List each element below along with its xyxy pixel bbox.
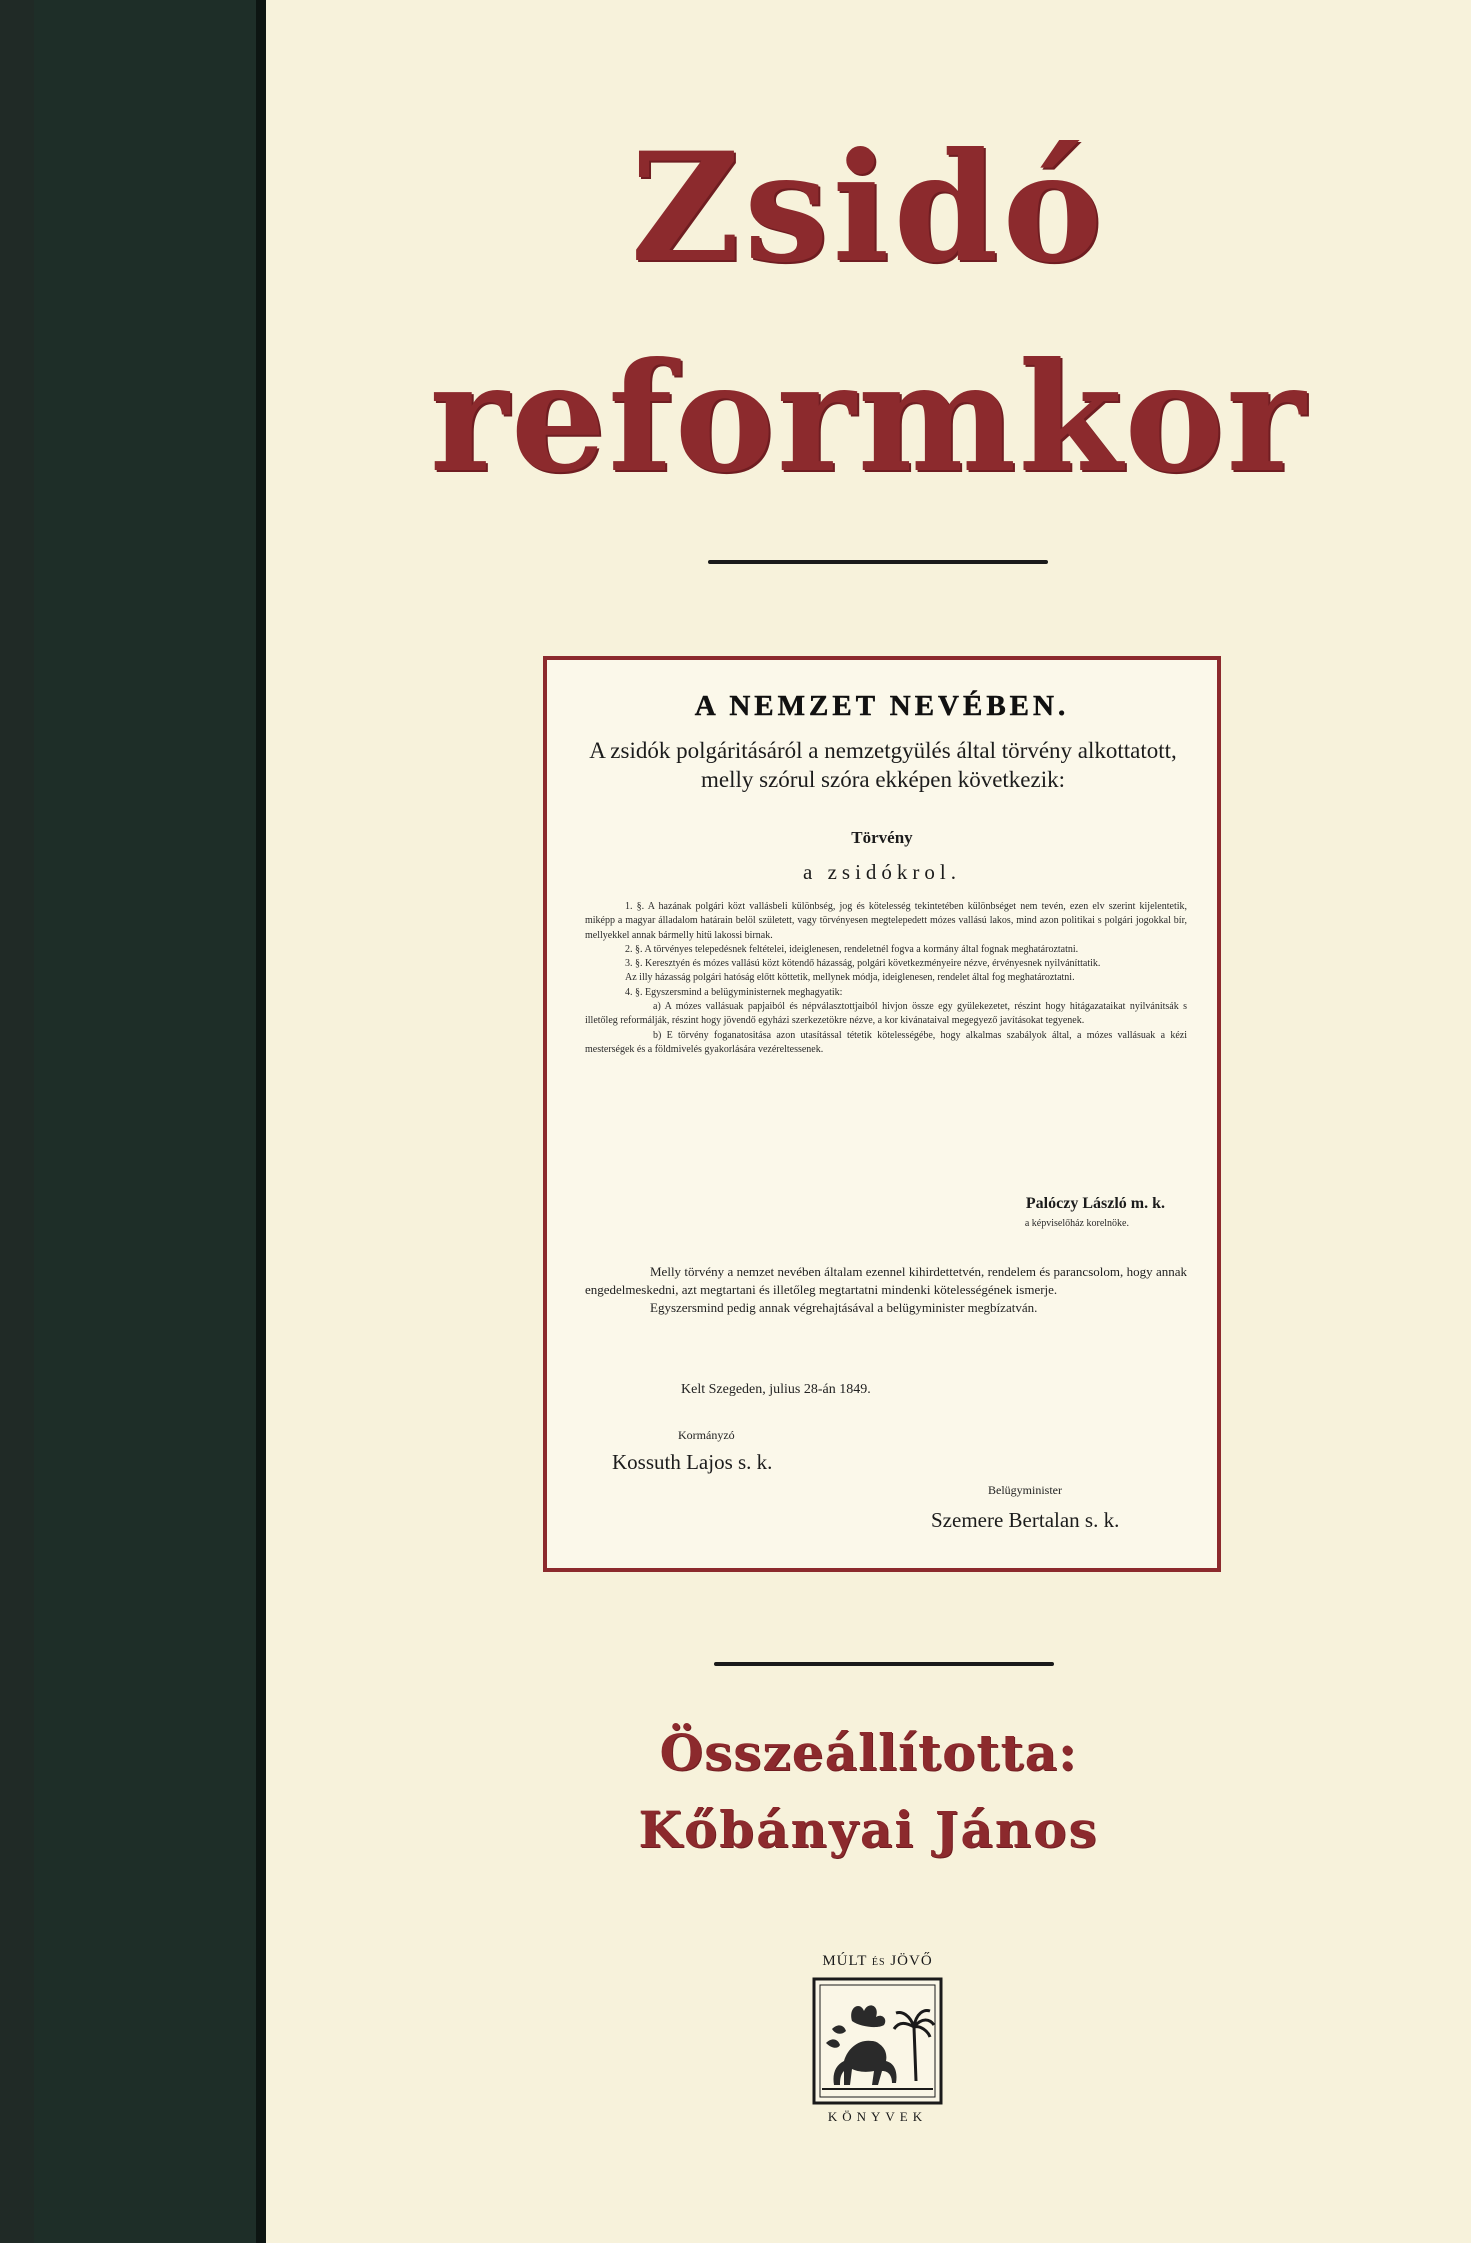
- signatory-palóczy: Palóczy László m. k.: [1025, 1195, 1165, 1212]
- law-paragraph: 3. §. Keresztyén és mózes vallású közt kötendő házasság, polgári következményeire nézve, érvényesnek nyilváníttatik.: [625, 958, 1101, 970]
- law-subtitle: a zsidókrol.: [803, 860, 961, 884]
- spine-edge: [0, 0, 34, 2243]
- publisher-logo-top: MÚLT ÉS JÖVŐ: [822, 1953, 933, 1969]
- book-spine: [34, 0, 256, 2243]
- divider-rule-top: [708, 560, 1048, 564]
- decree-intro: A zsidók polgáritásáról a nemzetgyülés által törvény alkottatott, melly szórul szóra ekképen következik:: [589, 738, 1177, 792]
- signatory-palóczy-role: a képviselőház korelnöke.: [1024, 1218, 1129, 1229]
- promulgation-paragraph: Egyszersmind pedig annak végrehajtásával a belügyminister megbízatván.: [650, 1300, 1038, 1315]
- minister-signature: Szemere Bertalan s. k.: [931, 1508, 1120, 1532]
- law-body: [585, 900, 1187, 1057]
- law-paragraph: a) A mózes vallásuak papjaiból és népválasztottjaiból hivjon össze egy gyülekezetet, részint hogy hitágazataikat nyilvánitsák s illetőleg reformálják, részint hogy jövendő egyházi szerkezetökre nézve, a kor kivánataival megegyező javításokat tegyenek.: [585, 1001, 1187, 1027]
- title-line-1: Zsidó: [630, 120, 1107, 296]
- law-paragraph: Az illy házasság polgári hatóság előtt köttetik, mellynek módja, ideiglenesen, rendelet által fog meghatároztatni.: [625, 972, 1075, 984]
- law-paragraph: 4. §. Egyszersmind a belügyministernek meghagyatik:: [625, 986, 843, 998]
- decree-document: [543, 656, 1221, 1572]
- minister-role: Belügyminister: [988, 1483, 1062, 1497]
- decree-date: Kelt Szegeden, julius 28-án 1849.: [681, 1382, 871, 1397]
- publisher-logo-bottom: KÖNYVEK: [827, 2109, 928, 2124]
- decree-heading: A NEMZET NEVÉBEN.: [694, 690, 1070, 722]
- compiler-name: Kőbányai János: [638, 1800, 1099, 1859]
- law-paragraph: 1. §. A hazának polgári közt vallásbeli különbség, jog és kötelesség tekintetében különbséget nem tevén, ezen elv szerint kijelentetik, miképp a magyar álladalom határain belöl született, vagy törvényesen megtelepedett mózes vallású lakos, mind azon politikai s polgári jogokkal bír, mellyekkel annak bármelly hitü lakossi birnak.: [585, 901, 1187, 941]
- law-title: Törvény: [851, 828, 913, 847]
- governor-role: Kormányzó: [678, 1428, 735, 1442]
- compiled-by-label: Összeállította:: [659, 1723, 1078, 1782]
- title-line-2: reformkor: [429, 330, 1308, 506]
- promulgation-text: [585, 1263, 1187, 1317]
- lion-and-palm-icon: [812, 1977, 943, 2105]
- governor-signature: Kossuth Lajos s. k.: [612, 1450, 773, 1474]
- divider-rule-bottom: [714, 1662, 1054, 1666]
- law-paragraph: b) E törvény foganatositása azon utasítással tétetik kötelességébe, hogy alkalmas szabályok által, a mózes vallásuak a kézi mesterségek és a földmivelés gyakorlására vezéreltessenek.: [585, 1029, 1187, 1055]
- law-paragraph: 2. §. A törvényes telepedésnek feltételei, ideiglenesen, rendeletnél fogva a kormány által fognak meghatároztatni.: [625, 943, 1079, 955]
- spine-divider: [256, 0, 266, 2243]
- publisher-logo: [800, 1953, 955, 2133]
- promulgation-paragraph: Melly törvény a nemzet nevében általam ezennel kihirdettetvén, rendelem és parancsolom, hogy annak engedelmeskedni, azt megtartani és illetőleg megtartatni mindenki kötelességének ismerje.: [585, 1264, 1187, 1297]
